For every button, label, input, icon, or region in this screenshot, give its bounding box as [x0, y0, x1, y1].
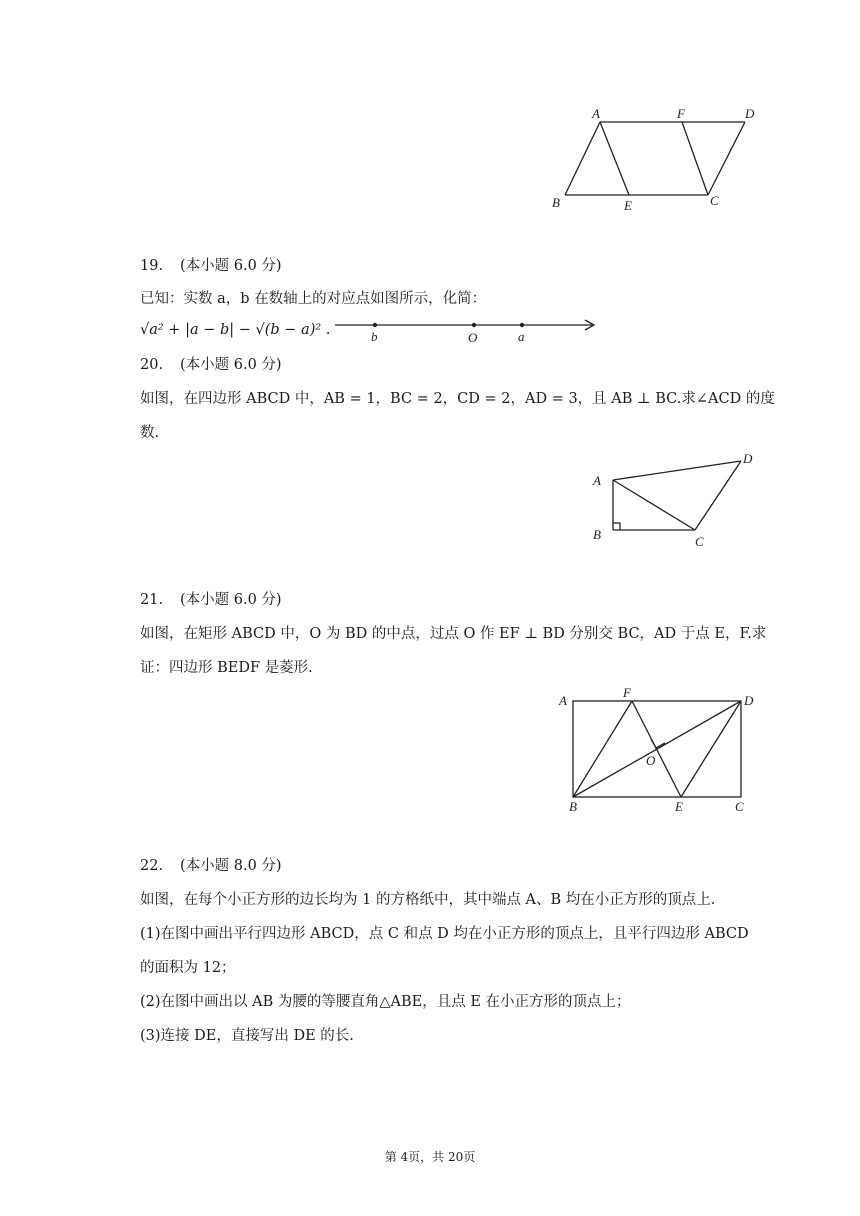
- q22-header: [140, 856, 282, 876]
- label-e: E: [675, 799, 683, 814]
- q21-line1: 如图，在矩形 ABCD 中，O 为 BD 的中点，过点 O 作 EF ⊥ BD 分别交 BC，AD 于点 E，F.求: [140, 626, 767, 642]
- q22-line5: (3)连接 DE，直接写出 DE 的长.: [140, 1028, 354, 1044]
- label-c: C: [710, 193, 719, 208]
- q22-number: 22.: [140, 858, 164, 874]
- axis-label-b: b: [371, 329, 378, 344]
- label-e: E: [624, 198, 632, 213]
- figure-parallelogram: [545, 100, 765, 215]
- q20-line1: 如图，在四边形 ABCD 中，AB = 1，BC = 2，CD = 2，AD = 3，且 AB ⊥ BC.求∠ACD 的度: [140, 391, 775, 407]
- axis-label-a: a: [518, 329, 525, 344]
- q20-number: 20.: [140, 357, 164, 373]
- q22-score: (本小题 8.0 分): [180, 858, 282, 874]
- q21-number: 21.: [140, 592, 164, 608]
- figure-rectangle: [555, 683, 765, 818]
- q20-score: (本小题 6.0 分): [180, 357, 282, 373]
- q19-formula: √a² + |a − b| − √(b − a)² .: [140, 322, 331, 338]
- label-d: D: [743, 451, 753, 466]
- q19-number: 19.: [140, 258, 164, 274]
- q21-header: [140, 590, 282, 610]
- q20-line2: 数.: [140, 425, 160, 441]
- number-line-diagram: [335, 314, 600, 344]
- label-a: A: [592, 106, 600, 121]
- q22-line1: 如图，在每个小正方形的边长均为 1 的方格纸中，其中端点 A、B 均在小正方形的顶点上.: [140, 892, 716, 908]
- label-c: C: [735, 799, 744, 814]
- label-b: B: [569, 799, 577, 814]
- figure-quadrilateral: [585, 448, 765, 553]
- q22-line4: (2)在图中画出以 AB 为腰的等腰直角△ABE，且点 E 在小正方形的顶点上；: [140, 994, 631, 1010]
- q22-line3: 的面积为 12；: [140, 960, 236, 976]
- label-b: B: [593, 527, 601, 542]
- label-d: D: [744, 693, 754, 708]
- label-c: C: [695, 534, 704, 549]
- axis-label-o: O: [468, 330, 478, 344]
- parallelogram-diagram: [545, 100, 765, 215]
- label-f: F: [677, 106, 685, 121]
- q19-line1: 已知：实数 a，b 在数轴上的对应点如图所示，化简：: [140, 291, 487, 307]
- q20-header: [140, 355, 282, 375]
- page-footer: 第 4页，共 20页: [384, 1150, 476, 1164]
- label-d: D: [745, 106, 755, 121]
- q19-score: (本小题 6.0 分): [180, 258, 282, 274]
- q21-score: (本小题 6.0 分): [180, 592, 282, 608]
- q19-header: [140, 256, 282, 276]
- label-b: B: [552, 195, 560, 210]
- quadrilateral-diagram: [585, 448, 765, 553]
- q21-line2: 证：四边形 BEDF 是菱形.: [140, 660, 313, 676]
- rectangle-diagram: [555, 683, 765, 818]
- q22-line2: (1)在图中画出平行四边形 ABCD，点 C 和点 D 均在小正方形的顶点上，且平行四边形 ABCD: [140, 926, 749, 942]
- label-f: F: [623, 685, 631, 700]
- number-line: [335, 314, 600, 344]
- label-a: A: [593, 473, 601, 488]
- label-o: O: [646, 753, 656, 768]
- label-a: A: [559, 693, 567, 708]
